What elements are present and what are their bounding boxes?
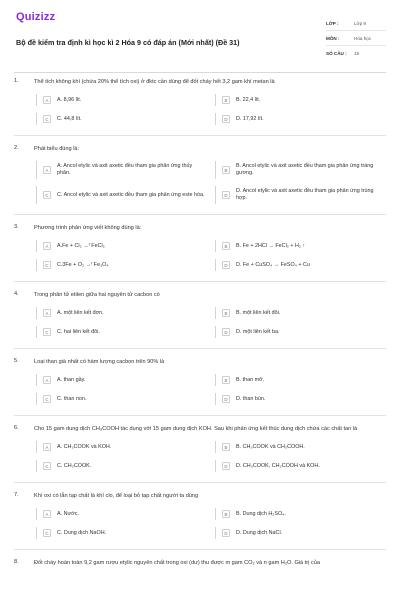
answer-options (36, 240, 386, 271)
option-letter-badge: D (222, 462, 230, 470)
answer-option-c[interactable] (36, 326, 207, 338)
option-letter-badge: B (222, 443, 230, 451)
answer-options (36, 94, 386, 125)
answer-options (36, 374, 386, 405)
answer-options (36, 441, 386, 472)
option-text: B. Fe + 2HCl → FeCl₂ + H₂ ↑ (236, 242, 306, 249)
meta-value: 15 (354, 51, 360, 56)
meta-label: SỐ CÂU : (326, 51, 347, 56)
question-item (14, 559, 386, 567)
meta-row-question-count (326, 46, 386, 61)
question-list (14, 78, 386, 567)
option-text: C.3Fe + O₂ →ᵗ Fe₃O₄ (57, 261, 109, 268)
option-letter-badge: B (222, 309, 230, 317)
option-letter-badge: C (43, 529, 51, 537)
question-number: 6. (14, 425, 19, 431)
option-text: D. 17,92 lít. (236, 115, 264, 122)
answer-options (36, 508, 386, 539)
answer-option-b[interactable] (215, 508, 386, 520)
option-text: D. một liên kết ba. (236, 328, 280, 335)
answer-option-b[interactable] (215, 161, 386, 179)
answer-option-d[interactable] (215, 393, 386, 405)
option-letter-badge: D (222, 328, 230, 336)
answer-option-b[interactable] (215, 307, 386, 319)
option-text: C. hai liên kết đôi. (57, 328, 100, 335)
answer-options (36, 161, 386, 204)
question-number: 7. (14, 492, 19, 498)
question-divider (14, 348, 386, 349)
option-letter-badge: C (43, 261, 51, 269)
meta-label: MÔN : (326, 35, 340, 41)
question-divider (14, 549, 386, 550)
option-letter-badge: D (222, 115, 230, 123)
quizizz-logo: Quizizz (16, 11, 56, 23)
meta-row-subject (326, 31, 386, 46)
answer-option-a[interactable] (36, 307, 207, 319)
option-letter-badge: D (222, 191, 230, 199)
question-item (14, 78, 386, 125)
worksheet-meta (326, 16, 386, 61)
question-item (14, 291, 386, 338)
question-divider (14, 135, 386, 136)
option-text: D. CH₃COOK, CH₃COOH và KOH. (236, 462, 320, 469)
answer-option-d[interactable] (215, 186, 386, 204)
option-letter-badge: D (222, 395, 230, 403)
meta-value: Lớp 9 (354, 20, 366, 26)
option-letter-badge: A (43, 376, 51, 384)
question-text: Loại than già nhất có hàm lượng cacbon trên 90% là (34, 359, 165, 365)
answer-option-a[interactable] (36, 441, 207, 453)
option-letter-badge: A (43, 96, 51, 104)
question-number: 2. (14, 145, 19, 151)
option-text: A. CH₃COOK và KOH. (57, 443, 112, 450)
option-text: D. Ancol etylic và axit axetic đều tham gia phản ứng trùng hợp. (236, 188, 374, 201)
option-letter-badge: B (222, 96, 230, 104)
answer-option-a[interactable] (36, 94, 207, 106)
option-text: B. CH₃COOK và CH₃COOH. (236, 443, 305, 450)
option-letter-badge: A (43, 242, 51, 250)
question-text: Phát biểu đúng là: (34, 146, 80, 152)
question-item (14, 358, 386, 405)
option-letter-badge: B (222, 510, 230, 518)
question-item (14, 425, 386, 472)
answer-option-c[interactable] (36, 527, 207, 539)
option-text: C. than non. (57, 395, 87, 402)
question-number: 8. (14, 559, 19, 565)
question-number: 3. (14, 224, 19, 230)
option-text: D. than bùn. (236, 395, 266, 402)
option-letter-badge: A (43, 166, 51, 174)
option-text: A.Fe + Cl₂ →ᵗ FeCl₂ (57, 242, 105, 249)
meta-label: LỚP : (326, 20, 339, 26)
option-text: C. Ancol etylic và axit axetic đều tham gia phản ứng este hóa. (57, 191, 205, 198)
question-divider (14, 281, 386, 282)
question-text: Cho 15 gam dung dịch CH₃COOH tác dụng với 15 gam dung dịch KOH. Sau khi phản ứng kết thúc dung dịch chứa các chất tan là (34, 426, 358, 432)
question-number: 5. (14, 358, 19, 364)
option-letter-badge: C (43, 191, 51, 199)
answer-option-d[interactable] (215, 527, 386, 539)
option-letter-badge: A (43, 309, 51, 317)
answer-options (36, 307, 386, 338)
question-divider (14, 482, 386, 483)
question-item (14, 224, 386, 271)
option-text: A. một liên kết đơn. (57, 309, 104, 316)
answer-option-a[interactable] (36, 161, 207, 179)
option-text: D. Dung dịch NaCl. (236, 529, 283, 536)
option-text: A. Ancol etylic và axit axetic đều tham gia phản ứng thủy phân. (57, 163, 193, 176)
meta-row-class (326, 16, 386, 31)
question-number: 4. (14, 291, 19, 297)
answer-option-c[interactable] (36, 393, 207, 405)
question-text: Khí oxi có lẫn tạp chất là khí clo, để loại bỏ tạp chất người ta dùng (34, 493, 199, 499)
option-text: B. Ancol etylic và axit axetic đều tham gia phản ứng tráng gương. (236, 163, 374, 176)
answer-option-d[interactable] (215, 259, 386, 271)
question-divider (14, 214, 386, 215)
header-divider (14, 72, 386, 73)
option-text: A. than gầy. (57, 376, 86, 383)
question-number: 1. (14, 78, 19, 84)
option-text: D. Fe + CuSO₄ → FeSO₄ + Cu (236, 261, 310, 268)
meta-value: Hóa học (354, 35, 372, 41)
answer-option-c[interactable] (36, 113, 207, 125)
option-text: B. 22,4 lít. (236, 96, 261, 103)
answer-option-a[interactable] (36, 240, 207, 252)
option-letter-badge: A (43, 510, 51, 518)
option-letter-badge: D (222, 529, 230, 537)
option-text: B. Dung dịch H₂SO₄. (236, 510, 286, 517)
option-letter-badge: C (43, 395, 51, 403)
option-letter-badge: A (43, 443, 51, 451)
answer-option-d[interactable] (215, 326, 386, 338)
answer-option-d[interactable] (215, 113, 386, 125)
answer-option-d[interactable] (215, 460, 386, 472)
answer-option-a[interactable] (36, 374, 207, 386)
answer-option-b[interactable] (215, 374, 386, 386)
option-text: A. Nước. (57, 510, 79, 517)
question-text: Trong phân tử etilen giữa hai nguyên tử cacbon có (34, 292, 160, 298)
worksheet-header (14, 8, 386, 66)
option-letter-badge: B (222, 166, 230, 174)
answer-option-b[interactable] (215, 94, 386, 106)
answer-option-c[interactable] (36, 186, 207, 204)
option-letter-badge: D (222, 261, 230, 269)
question-text: Phương trình phản ứng viết không đúng là: (34, 225, 142, 231)
option-text: A. 8,96 lít. (57, 96, 82, 103)
option-letter-badge: C (43, 328, 51, 336)
answer-option-b[interactable] (215, 441, 386, 453)
answer-option-a[interactable] (36, 508, 207, 520)
option-letter-badge: C (43, 115, 51, 123)
question-text: Thể tích không khí (chứa 20% thể tích oxi) ở đktc cần dùng để đốt cháy hết 3,2 gam khí metan là (34, 79, 275, 85)
question-text: Đốt cháy hoàn toàn 9,2 gam rượu etylic nguyên chất trong oxi (dư) thu được m gam CO₂ và n gam H₂O. Giá trị của (34, 560, 320, 566)
question-item (14, 492, 386, 539)
question-item (14, 145, 386, 204)
answer-option-b[interactable] (215, 240, 386, 252)
page-title: Bộ đề kiểm tra định kì học kì 2 Hóa 9 có đáp án (Mới nhất) (Đề 31) (16, 38, 240, 47)
option-letter-badge: B (222, 242, 230, 250)
answer-option-c[interactable] (36, 259, 207, 271)
question-divider (14, 415, 386, 416)
option-text: B. một liên kết đôi. (236, 309, 281, 316)
option-text: C. Dung dịch NaOH. (57, 529, 107, 536)
option-text: C. CH₃COOK. (57, 462, 92, 469)
answer-option-c[interactable] (36, 460, 207, 472)
option-text: C. 44,8 lít. (57, 115, 82, 122)
option-letter-badge: B (222, 376, 230, 384)
option-letter-badge: C (43, 462, 51, 470)
option-text: B. than mỡ. (236, 376, 265, 383)
